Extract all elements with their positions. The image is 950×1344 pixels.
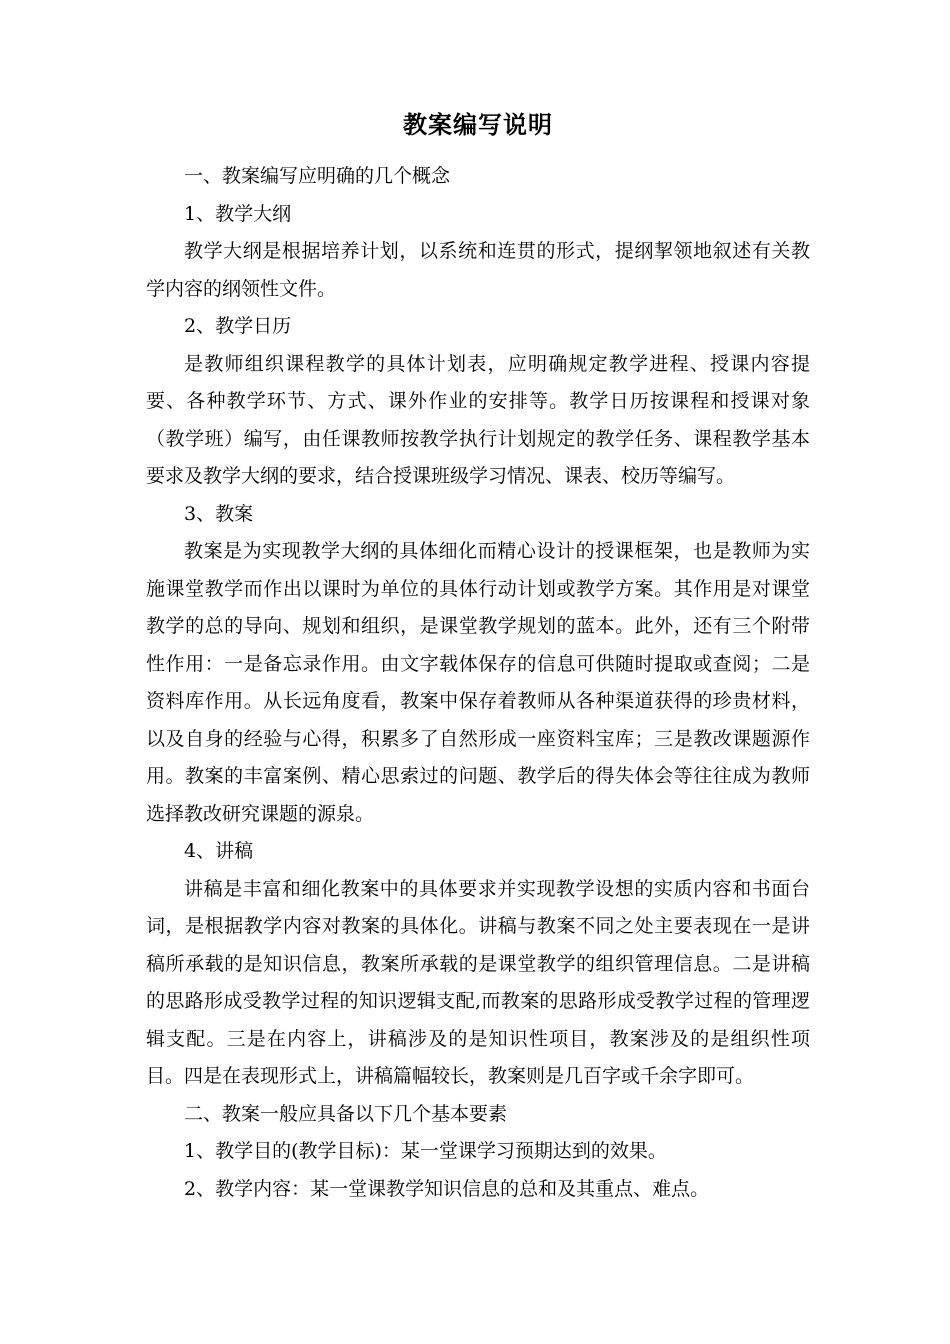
- section-heading-concepts: 一、教案编写应明确的几个概念: [184, 165, 451, 187]
- subheading-lecture-notes: 4、讲稿: [184, 840, 254, 862]
- subheading-lesson-plan: 3、教案: [184, 502, 254, 525]
- document-page: [146, 108, 810, 1208]
- subheading-teaching-calendar: 2、教学日历: [184, 315, 292, 337]
- paragraph-teaching-calendar: 是教师组织课程教学的具体计划表，应明确规定教学进程、授课内容提要、各种教学环节、方式、课外作业的安排等。教学日历按课程和授课对象（教学班）编写，由任课教师按教学执行计划规定的教学任务、课程教学基本要求及教学大纲的要求，结合授课班级学习情况、课表、校历等编写。: [146, 352, 810, 487]
- subheading-syllabus: 1、教学大纲: [184, 202, 292, 225]
- section-heading-elements: 二、教案一般应具备以下几个基本要素: [184, 1102, 508, 1125]
- document-title: 教案编写说明: [403, 111, 553, 139]
- paragraph-lecture-notes: 讲稿是丰富和细化教案中的具体要求并实现教学设想的实质内容和书面台词，是根据教学内容对教案的具体化。讲稿与教案不同之处主要表现在一是讲稿所承载的是知识信息，教案所承载的是课堂教学的组织管理信息。二是讲稿的思路形成受教学过程的知识逻辑支配,而教案的思路形成受教学过程的管理逻辑支配。三是在内容上，讲稿涉及的是知识性项目，教案涉及的是组织性项目。四是在表现形式上，讲稿篇幅较长，教案则是几百字或千余字即可。: [146, 877, 810, 1087]
- paragraph-syllabus: 教学大纲是根据培养计划，以系统和连贯的形式，提纲挈领地叙述有关教学内容的纲领性文件。: [146, 240, 810, 300]
- list-item-teaching-objective: 1、教学目的(教学目标)：某一堂课学习预期达到的效果。: [184, 1140, 667, 1162]
- list-item-teaching-content: 2、教学内容：某一堂课教学知识信息的总和及其重点、难点。: [184, 1177, 710, 1200]
- paragraph-lesson-plan: 教案是为实现教学大纲的具体细化而精心设计的授课框架，也是教师为实施课堂教学而作出以课时为单位的具体行动计划或教学方案。其作用是对课堂教学的总的导向、规划和组织，是课堂教学规划的蓝本。此外，还有三个附带性作用：一是备忘录作用。由文字载体保存的信息可供随时提取或查阅；二是资料库作用。从长远角度看，教案中保存着教师从各种渠道获得的珍贵材料，以及自身的经验与心得，积累多了自然形成一座资料宝库；三是教改课题源作用。教案的丰富案例、精心思索过的问题、教学后的得失体会等往往成为教师选择教改研究课题的源泉。: [146, 540, 810, 825]
